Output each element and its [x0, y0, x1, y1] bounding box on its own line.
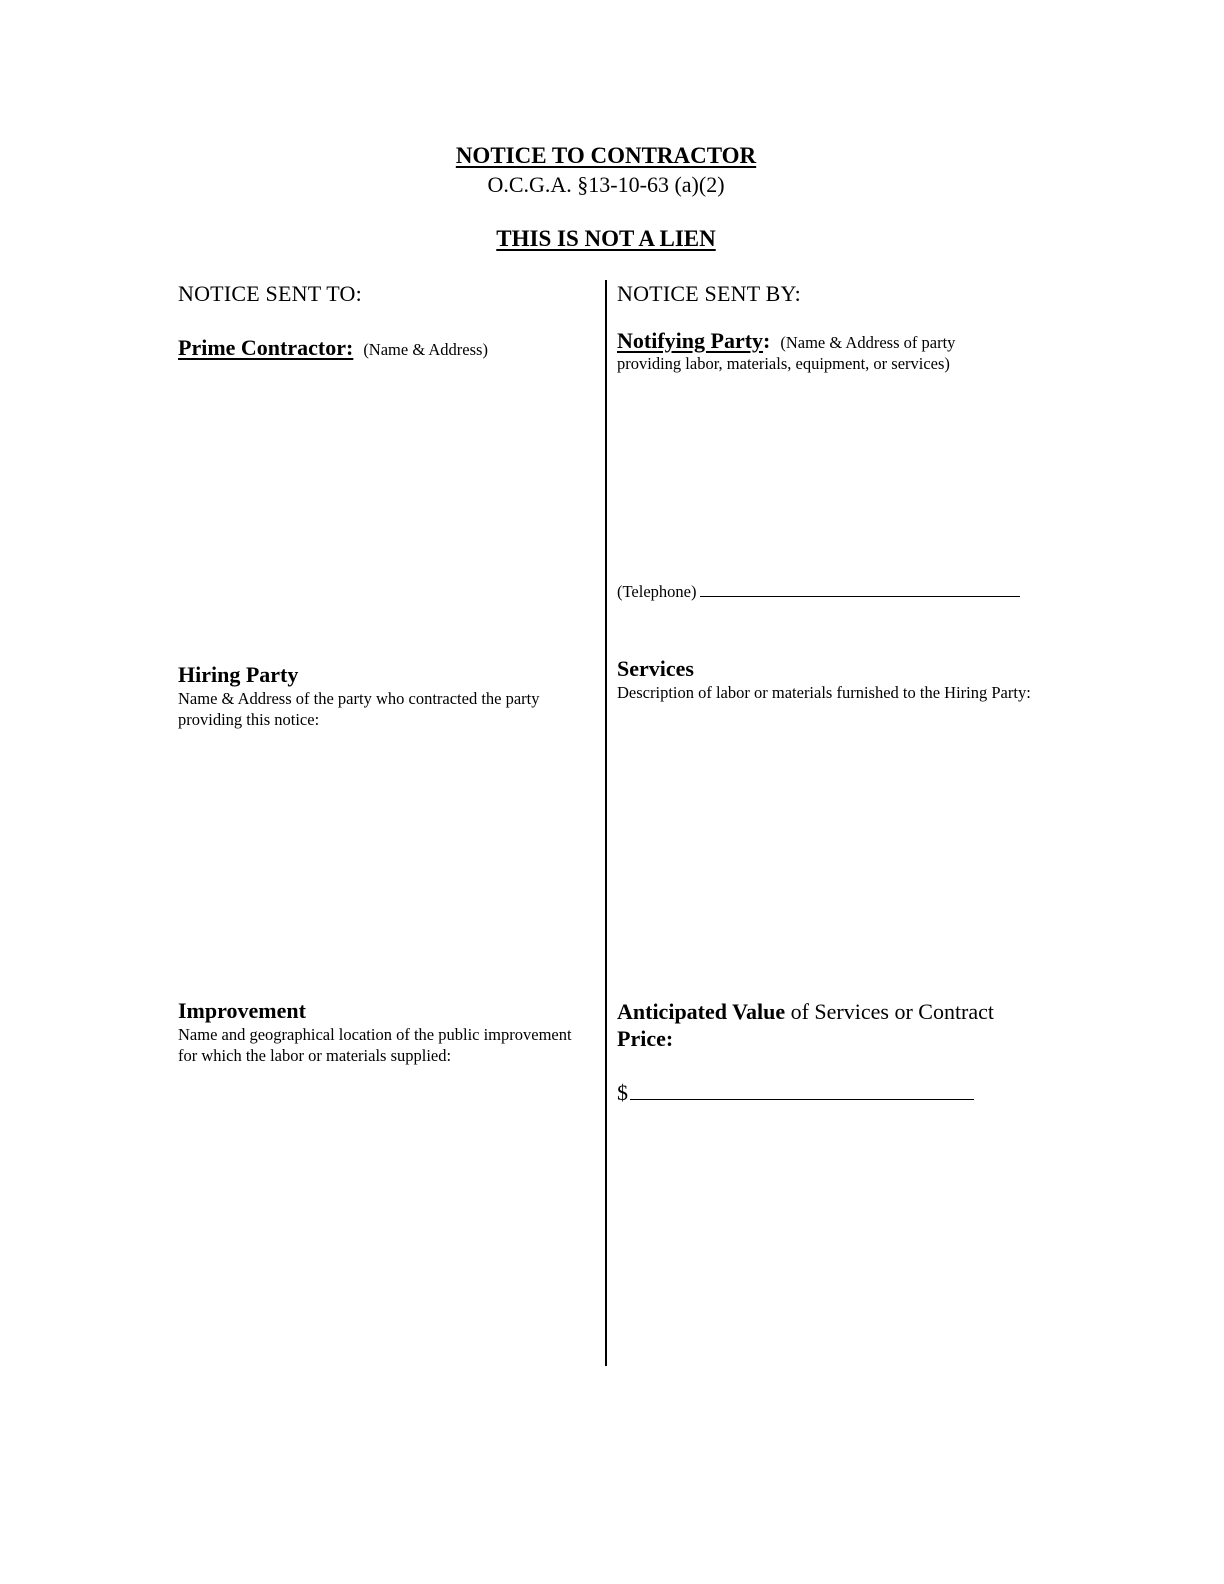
contract-price-row: [617, 1079, 1017, 1106]
notifying-party-colon: :: [763, 328, 771, 353]
column-divider: [605, 280, 607, 1366]
not-a-lien-heading: THIS IS NOT A LIEN: [496, 226, 716, 251]
telephone-label: (Telephone): [617, 582, 697, 601]
statute-reference: O.C.G.A. §13-10-63 (a)(2): [487, 172, 725, 197]
prime-contractor-note: (Name & Address): [363, 340, 488, 359]
currency-symbol: $: [617, 1080, 628, 1105]
services-description: Description of labor or materials furnished to the Hiring Party:: [617, 683, 1031, 702]
services-title: Services: [617, 656, 694, 681]
hiring-party-section: [178, 662, 588, 730]
hiring-party-description: Name & Address of the party who contracted the party providing this notice:: [178, 689, 540, 729]
telephone-row: [617, 581, 1047, 602]
anticipated-value-title-end: Price:: [617, 1026, 674, 1051]
prime-contractor-title: Prime Contractor:: [178, 335, 354, 360]
services-section: [617, 656, 1037, 703]
notifying-party-section: [617, 330, 1007, 374]
notice-sent-to-heading: NOTICE SENT TO:: [178, 281, 362, 306]
notifying-party-title: Notifying Party: [617, 328, 764, 353]
anticipated-value-title-rest: of Services or Contract: [790, 999, 995, 1024]
anticipated-value-title: Anticipated Value: [617, 999, 786, 1024]
improvement-title: Improvement: [178, 998, 306, 1023]
document-title: NOTICE TO CONTRACTOR: [455, 143, 757, 168]
prime-contractor-section: [178, 335, 598, 361]
contract-price-blank-line[interactable]: [630, 1081, 974, 1100]
hiring-party-title: Hiring Party: [178, 662, 299, 687]
anticipated-value-section: [617, 998, 1047, 1052]
notice-sent-by-heading: NOTICE SENT BY:: [617, 281, 801, 306]
improvement-section: [178, 998, 588, 1066]
improvement-description: Name and geographical location of the public improvement for which the labor or materials supplied:: [178, 1025, 572, 1065]
telephone-blank-line[interactable]: [700, 582, 1020, 597]
notifying-party-note: (Name & Address of party providing labor, materials, equipment, or services): [617, 333, 956, 373]
